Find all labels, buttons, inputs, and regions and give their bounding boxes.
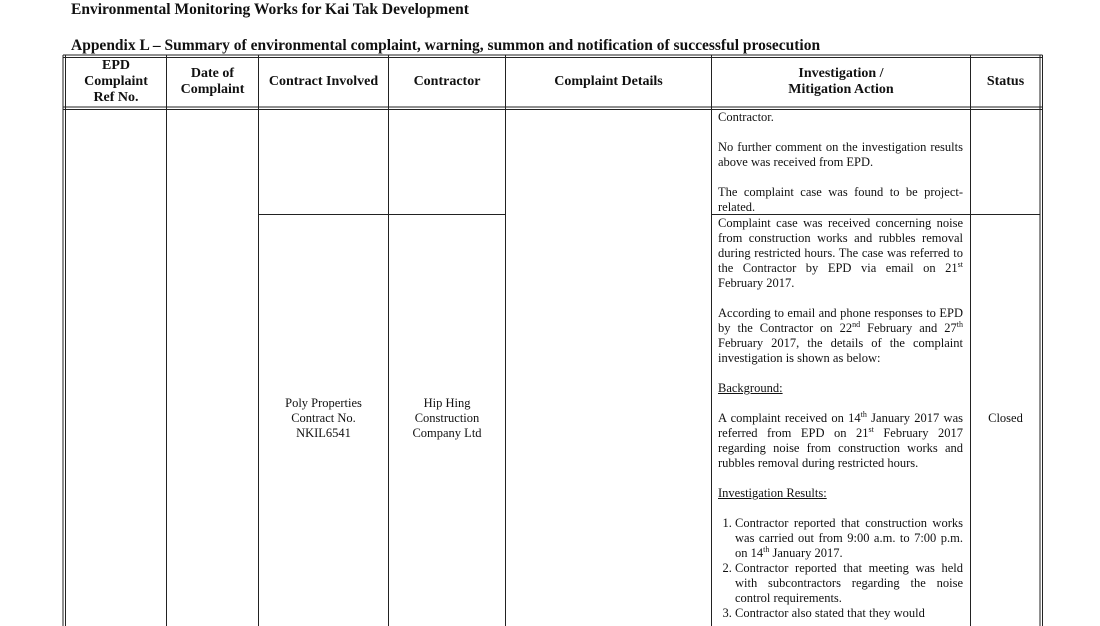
contract-line: Poly Properties (285, 396, 362, 410)
row1-investigation (718, 110, 963, 215)
appendix-title: Appendix L – Summary of environmental complaint, warning, summon and notification of successful prosecution (71, 37, 821, 54)
row2-status (971, 411, 1040, 426)
contractor-line: Hip Hing (423, 396, 471, 410)
header-investigation-line: Mitigation Action (788, 82, 894, 97)
results-heading: Investigation Results: (718, 486, 827, 500)
header-investigation-line: Investigation / (798, 66, 884, 81)
header-details-label: Complaint Details (554, 74, 663, 89)
row1-inv-paragraph: The complaint case was found to be project-related. (718, 185, 963, 214)
results-list (718, 516, 963, 621)
row2-contractor (389, 396, 505, 441)
row1-inv-paragraph: No further comment on the investigation results above was received from EPD. (718, 140, 963, 169)
header-ref-no (66, 57, 166, 107)
inv-paragraph: A complaint received on 14th January 2017 was referred from EPD on 21st February 2017 regarding noise from construction works and rubbles removal during restricted hours. (718, 409, 963, 470)
contractor-line: Construction (414, 411, 480, 425)
header-status-label: Status (986, 74, 1025, 89)
header-investigation (712, 57, 970, 107)
list-item: 3. Contractor also stated that they would (735, 606, 963, 621)
header-date (167, 57, 258, 107)
list-item: 2. Contractor reported that meeting was held with subcontractors regarding the noise control requirements. (735, 561, 963, 606)
row2-contract (259, 396, 388, 441)
header-status (971, 57, 1040, 107)
status-value: Closed (988, 411, 1023, 425)
contractor-line: Company Ltd (412, 426, 482, 440)
header-contract (259, 57, 388, 107)
header-ref-line: Complaint (84, 74, 148, 89)
inv-paragraph: According to email and phone responses to EPD by the Contractor on 22nd February and 27th February 2017, the details of the complaint investigation is shown as below: (718, 306, 964, 365)
header-details (506, 57, 711, 107)
header-ref-line: EPD (101, 58, 130, 73)
header-date-line: Date of (190, 66, 235, 81)
background-heading: Background: (718, 381, 783, 395)
header-contract-label: Contract Involved (268, 74, 379, 89)
row1-inv-paragraph: Contractor. (718, 110, 774, 124)
list-item: 1. Contractor reported that construction works was carried out from 9:00 a.m. to 7:00 p.m. on 14th January 2017. (735, 516, 963, 561)
header-contractor (389, 57, 505, 107)
inv-paragraph: Complaint case was received concerning noise from construction works and rubbles removal during restricted hours. The case was referred to the Contractor by EPD via email on 21st February 2017. (718, 216, 963, 290)
header-contractor-label: Contractor (413, 74, 481, 89)
contract-line: Contract No. (291, 411, 356, 425)
row2-investigation (718, 216, 963, 621)
contract-line: NKIL6541 (296, 426, 351, 440)
header-date-line: Complaint (180, 82, 245, 97)
document-title: Environmental Monitoring Works for Kai Tak Development (71, 1, 469, 18)
header-ref-line: Ref No. (93, 90, 139, 105)
